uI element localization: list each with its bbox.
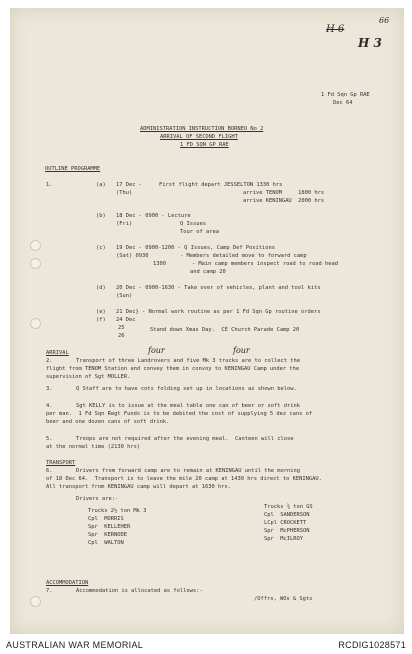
para-6-text: of 18 Dec 64. Transport is to leave the mile 20 camp at 1430 hrs direct to KENINGAU. xyxy=(46,476,322,482)
para-5-text: at the normal time (2130 hrs) xyxy=(46,444,141,450)
para-2-text: supervision of Sgt MOLLER. xyxy=(46,374,131,380)
para-4-number: 4. xyxy=(46,403,53,409)
para-6-text: All transport from KENINGAU camp will depart at 1630 hrs. xyxy=(46,484,231,490)
date-header: Dec 64 xyxy=(333,100,353,106)
para-5-number: 5. xyxy=(46,436,53,442)
item-e-label: (e) xyxy=(96,309,106,315)
item-b-label: (b) xyxy=(96,213,106,219)
page-number-annotation: 66 xyxy=(379,16,390,25)
para-3-number: 3. xyxy=(46,386,53,392)
driver-name: Spr McPHERSON xyxy=(264,528,310,534)
para-4-text: beer and one dozen cans of soft drink. xyxy=(46,419,170,425)
para-7-text: Accommodation is allocated as follows:- xyxy=(76,588,203,594)
catchword: /Offrs, WOs & Sgts xyxy=(254,596,313,602)
driver-name: Spr KERNODE xyxy=(88,532,127,538)
archive-id: RCDIG1028571 xyxy=(338,640,406,650)
driver-name: Spr KELLEHER xyxy=(88,524,131,530)
para-6-text: Drivers from forward camp are to remain at KENINGAU until the morning xyxy=(76,468,300,474)
para-6-number: 6. xyxy=(46,468,53,474)
para-3-text: Q Staff are to have cots folding set up in locations as shown below. xyxy=(76,386,297,392)
archive-name: AUSTRALIAN WAR MEMORIAL xyxy=(6,640,144,650)
item-b-line: Tour of area xyxy=(180,229,219,235)
item-a-line: First flight depart JESSELTON 1330 hrs xyxy=(159,182,283,188)
handwritten-correction: four xyxy=(148,346,165,355)
document-subtitle: ARRIVAL OF SECOND FLIGHT xyxy=(160,134,238,140)
item-d-date: 20 Dec - 0900-1630 - Take over of vehicles, plant and tool kits xyxy=(116,285,321,291)
item-c-label: (c) xyxy=(96,245,106,251)
punch-hole xyxy=(30,318,41,329)
driver-name: Spr McILROY xyxy=(264,536,303,542)
punch-hole xyxy=(30,240,41,251)
para-7-number: 7. xyxy=(46,588,53,594)
item-a-line: arrive TENOM 1800 hrs xyxy=(243,190,325,196)
arrival-heading: ARRIVAL xyxy=(46,350,69,356)
unit-header: 1 Fd Sqn Gp RAE xyxy=(321,92,370,98)
handwritten-correction: four xyxy=(233,346,250,355)
reference-annotation: H 3 xyxy=(358,36,382,50)
driver-name: LCpl CROCKETT xyxy=(264,520,307,526)
para-2-text: Transport of three Landrovers and five Mk 3 trucks are to collect the xyxy=(76,358,300,364)
struck-reference-annotation: H 6 xyxy=(326,24,345,35)
item-a-day: (Thu) xyxy=(116,190,133,196)
driver-name: Cpl SANDERSON xyxy=(264,512,310,518)
drivers-label: Drivers are:- xyxy=(76,496,119,502)
item-d-label: (d) xyxy=(96,285,106,291)
item-c-line: and camp 20 xyxy=(190,269,226,275)
item-f-date: 25 xyxy=(118,325,125,331)
item-b-line: Q Issues xyxy=(180,221,206,227)
para-2-number: 2. xyxy=(46,358,53,364)
archive-footer xyxy=(0,636,412,654)
para-4-text: Sgt KELLY is to issue at the meal table one can of beer or soft drink xyxy=(76,403,300,409)
item-c-date: 19 Dec - 0900-1200 - Q Issues, Camp Def Positions xyxy=(116,245,276,251)
item-b-date: 18 Dec - 0900 - Lecture xyxy=(116,213,191,219)
item-e-text: 21 Dec} - Normal work routine as per 1 Fd Sqn Gp routine orders xyxy=(116,309,321,315)
item-b-day: (Fri) xyxy=(116,221,133,227)
trucks-left-heading: Trucks 2½ ton Mk 3 xyxy=(88,508,147,514)
para-4-text: per man. 1 Fd Sqn Regt Funds is to be debited the cost of supplying 5 dez cans of xyxy=(46,411,313,417)
item-a-date: 17 Dec - xyxy=(116,182,142,188)
para-2-text: flight from TENOM Station and convey them in convoy to KENINGAU Camp under the xyxy=(46,366,300,372)
trucks-right-heading: Trucks ¾ ton GS xyxy=(264,504,313,510)
item-c-line: 1300 - Main camp members inspect road to road head xyxy=(153,261,338,267)
accommodation-heading: ACCOMMODATION xyxy=(46,580,89,586)
punch-hole xyxy=(30,596,41,607)
para-1-number: 1. xyxy=(46,182,53,188)
item-a-line: arrive KENINGAU 2000 hrs xyxy=(243,198,325,204)
item-f-label: (f) xyxy=(96,317,106,323)
document-unit-line: 1 FD SQN GP RAE xyxy=(180,142,229,148)
document-title: ADMINISTRATION INSTRUCTION BORNEO No 2 xyxy=(140,126,264,132)
outline-heading: OUTLINE PROGRAMME xyxy=(45,166,101,172)
item-c-day: (Sat) 0930 xyxy=(116,253,149,259)
item-c-line: - Members detailed move to forward camp xyxy=(180,253,307,259)
item-f-date: 24 Dec xyxy=(116,317,136,323)
item-f-text: Stand down Xmas Day. CE Church Parade Camp 20 xyxy=(150,327,300,333)
driver-name: Cpl MORRIS xyxy=(88,516,124,522)
driver-name: Cpl WALTON xyxy=(88,540,124,546)
item-d-day: (Sun) xyxy=(116,293,133,299)
para-5-text: Troops are not required after the evening meal. Canteen will close xyxy=(76,436,294,442)
transport-heading: TRANSPORT xyxy=(46,460,76,466)
punch-hole xyxy=(30,258,41,269)
item-f-date: 26 xyxy=(118,333,125,339)
item-a-label: (a) xyxy=(96,182,106,188)
